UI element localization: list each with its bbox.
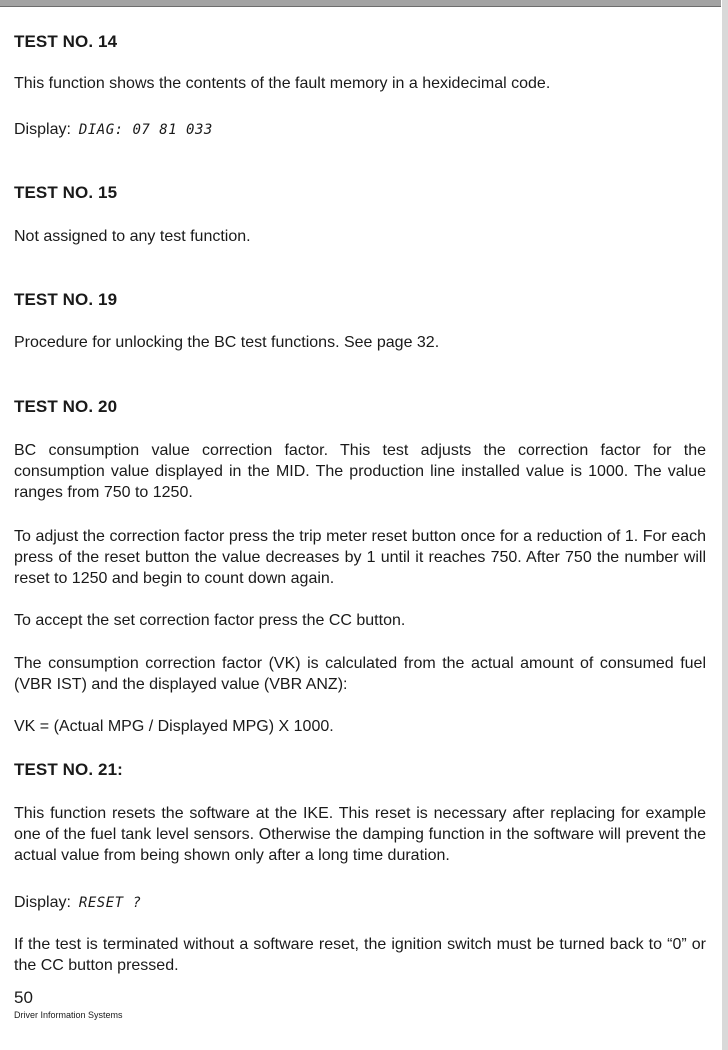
test-14-display-line [14, 119, 706, 141]
test-21-display-value: RESET ? [78, 895, 142, 911]
test-20-paragraph-4: The consumption correction factor (VK) is calculated from the actual amount of consumed fuel (VBR IST) and the displayed value (VBR ANZ): [14, 655, 706, 693]
test-21-display-label: Display: [14, 894, 71, 911]
test-21-heading: TEST NO. 21: [14, 760, 123, 779]
test-14-display-value: DIAG: 07 81 033 [78, 122, 213, 138]
test-21-paragraph-2: If the test is terminated without a software reset, the ignition switch must be turned back to “0” or the CC button pressed. [14, 936, 706, 974]
test-20-paragraph-2: To adjust the correction factor press the trip meter reset button once for a reduction of 1. For each press of the reset button the value decreases by 1 until it reaches 750. After 750 the number will reset to 1250 and begin to count down again. [14, 528, 706, 587]
test-19-heading: TEST NO. 19 [14, 290, 118, 309]
test-14-heading: TEST NO. 14 [14, 32, 118, 51]
test-20-paragraph-1: BC consumption value correction factor. This test adjusts the correction factor for the consumption value displayed in the MID. The production line installed value is 1000. The value ranges from 750 to 1250. [14, 442, 706, 501]
test-14-description: This function shows the contents of the fault memory in a hexidecimal code. [14, 75, 551, 92]
top-border-rule [0, 0, 721, 7]
test-21-display-line [14, 892, 706, 914]
test-20-paragraph-3: To accept the set correction factor press the CC button. [14, 612, 406, 629]
page-number: 50 [14, 988, 33, 1007]
test-21-paragraph-1: This function resets the software at the IKE. This reset is necessary after replacing for example one of the fuel tank level sensors. Otherwise the damping function in the software will prevent the actual value from being shown only after a long time duration. [14, 805, 706, 864]
footer-section-title: Driver Information Systems [14, 1010, 123, 1020]
right-page-edge [722, 0, 728, 1050]
test-19-description: Procedure for unlocking the BC test functions. See page 32. [14, 334, 440, 351]
test-14-display-label: Display: [14, 121, 71, 138]
test-15-heading: TEST NO. 15 [14, 183, 118, 202]
test-15-description: Not assigned to any test function. [14, 228, 251, 245]
test-20-heading: TEST NO. 20 [14, 397, 118, 416]
test-20-formula: VK = (Actual MPG / Displayed MPG) X 1000. [14, 718, 334, 735]
